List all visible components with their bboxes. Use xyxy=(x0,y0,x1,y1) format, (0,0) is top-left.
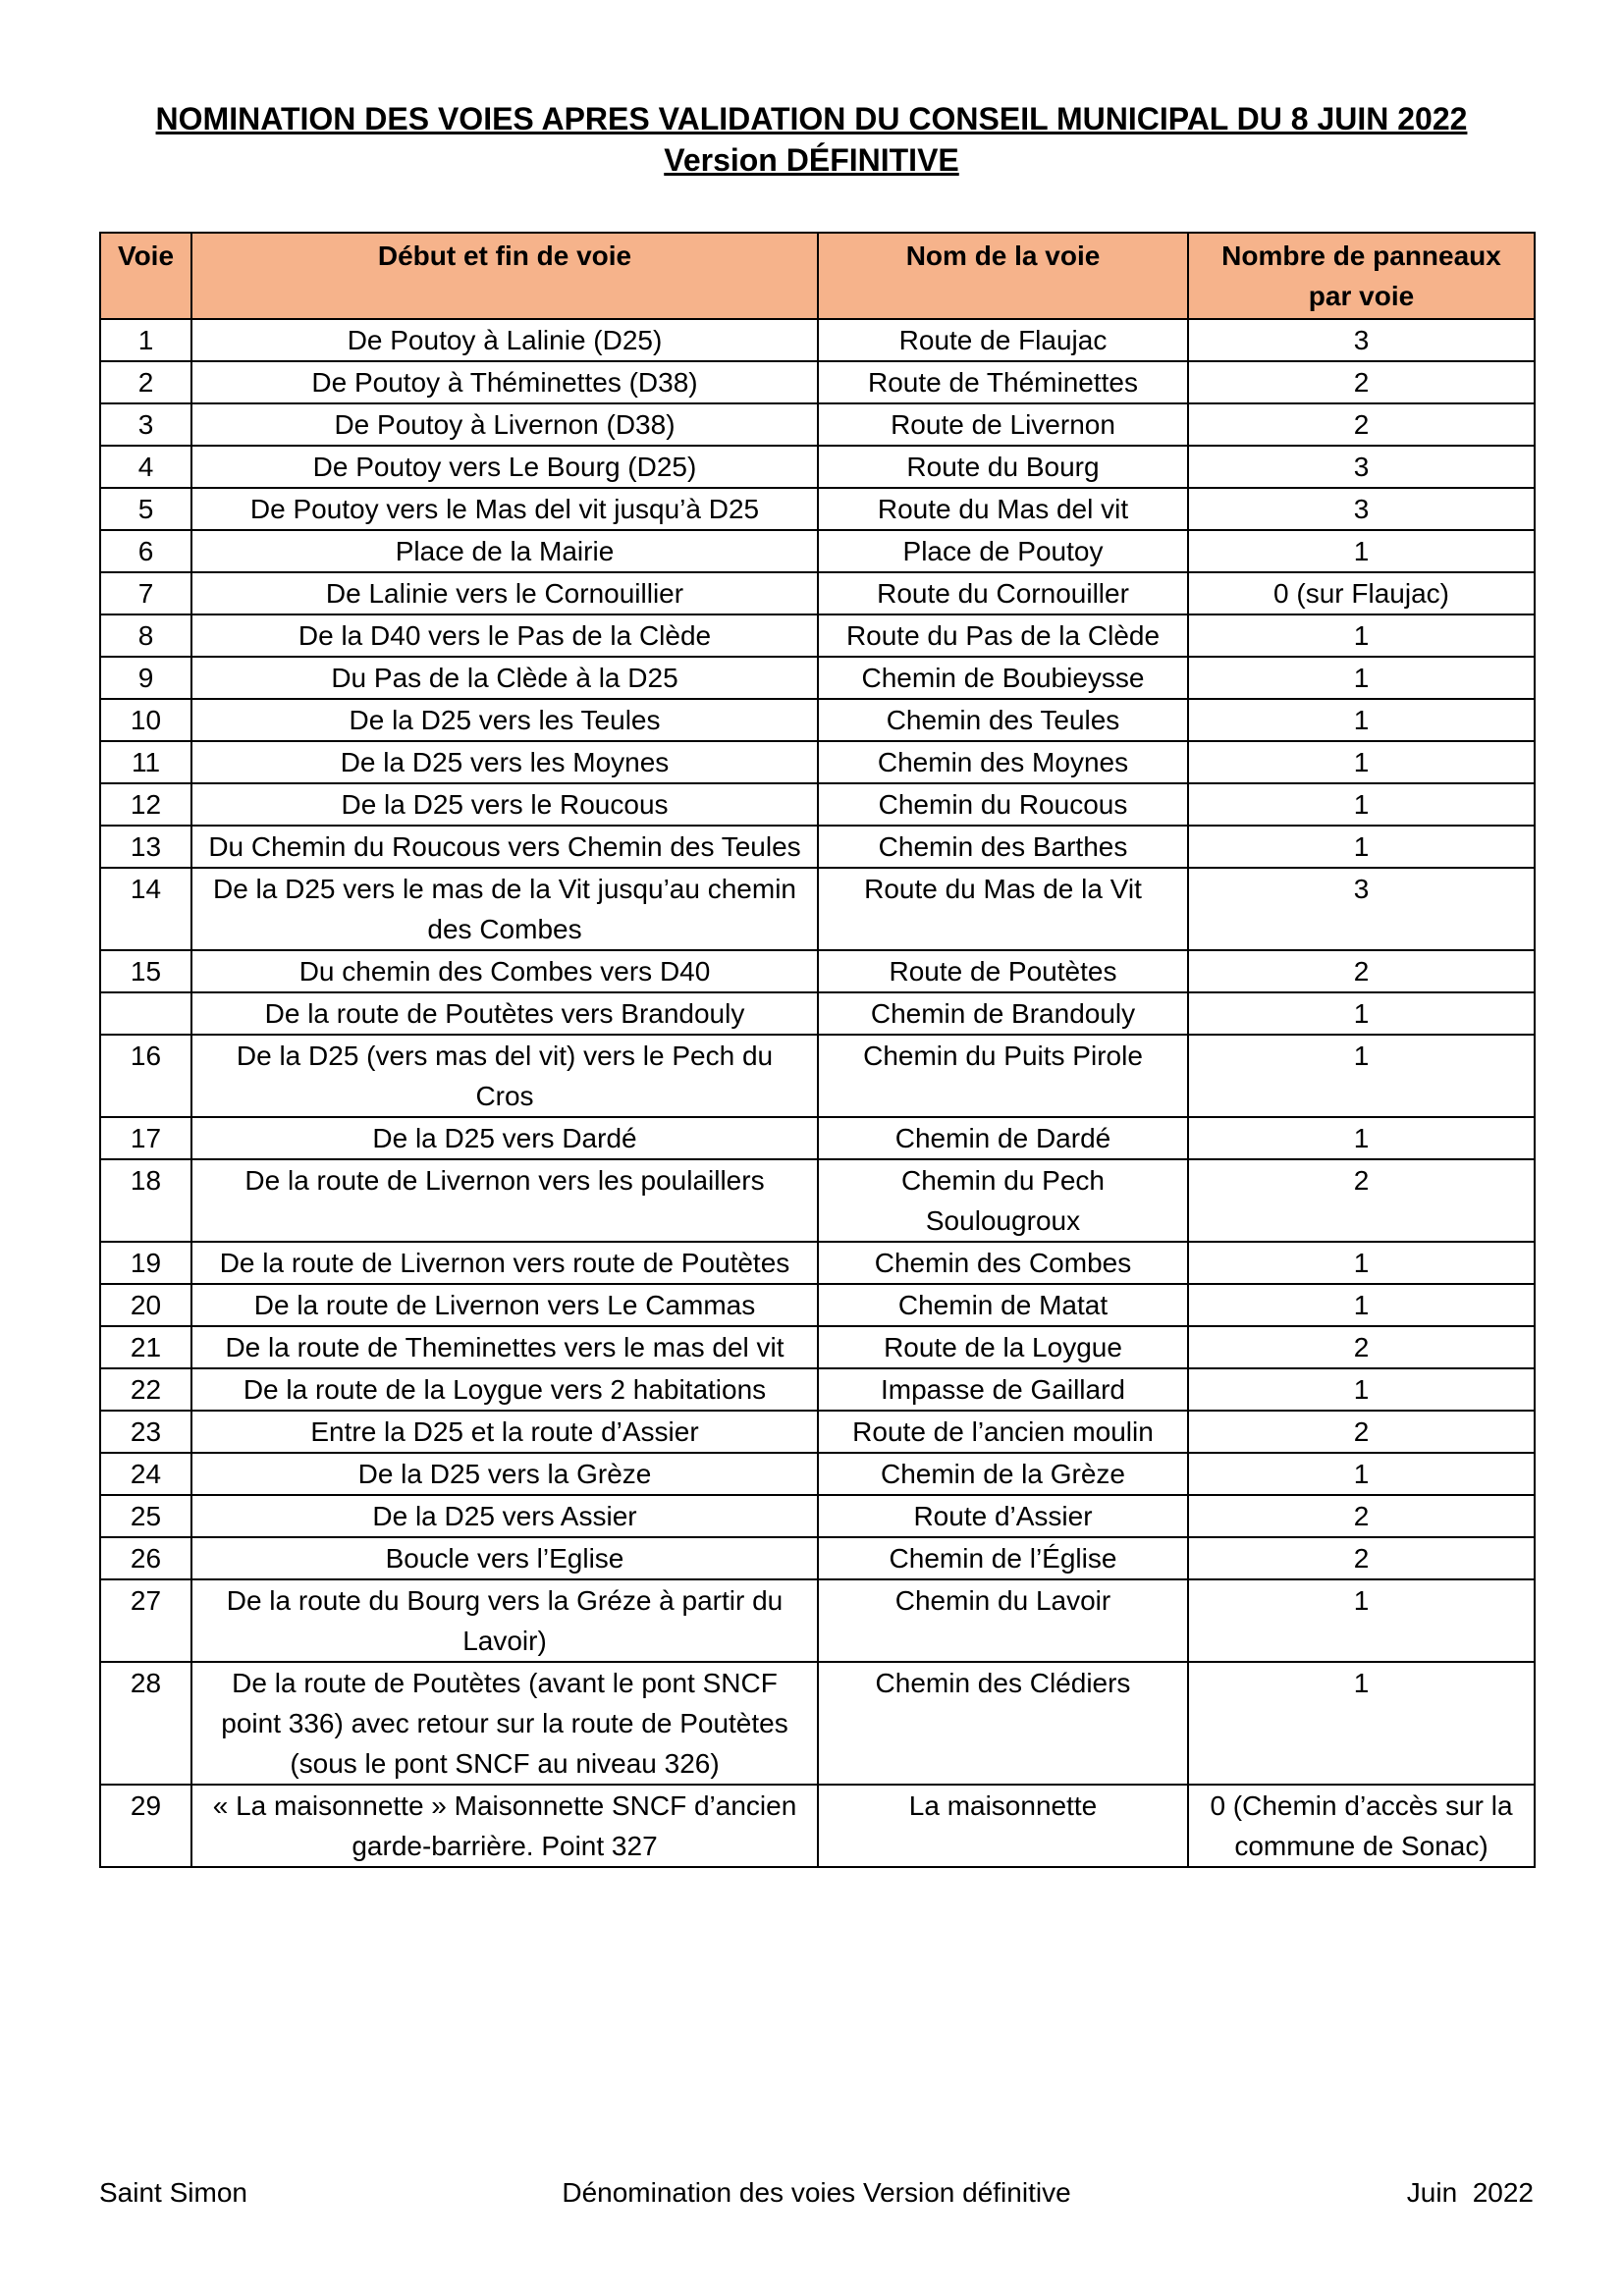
cell-panneaux: 2 xyxy=(1188,1159,1535,1242)
cell-debut-fin: De la route de Livernon vers Le Cammas xyxy=(191,1284,818,1326)
cell-panneaux: 3 xyxy=(1188,868,1535,950)
cell-debut-fin: De la D40 vers le Pas de la Clède xyxy=(191,614,818,657)
cell-debut-fin: De Poutoy à Livernon (D38) xyxy=(191,403,818,446)
cell-voie xyxy=(100,992,191,1035)
table-row xyxy=(100,403,1535,446)
cell-panneaux: 2 xyxy=(1188,1326,1535,1368)
cell-debut-fin: Boucle vers l’Eglise xyxy=(191,1537,818,1579)
cell-nom: Chemin de Boubieysse xyxy=(818,657,1188,699)
cell-voie: 14 xyxy=(100,868,191,950)
cell-panneaux: 1 xyxy=(1188,783,1535,826)
table-row xyxy=(100,1035,1535,1117)
cell-nom: Chemin de l’Église xyxy=(818,1537,1188,1579)
cell-voie: 2 xyxy=(100,361,191,403)
header-panneaux: Nombre de panneaux par voie xyxy=(1188,233,1535,319)
cell-nom: Chemin des Combes xyxy=(818,1242,1188,1284)
cell-panneaux: 3 xyxy=(1188,446,1535,488)
cell-voie: 28 xyxy=(100,1662,191,1785)
cell-debut-fin: De la D25 (vers mas del vit) vers le Pech du Cros xyxy=(191,1035,818,1117)
cell-debut-fin: De la D25 vers le mas de la Vit jusqu’au chemin des Combes xyxy=(191,868,818,950)
table-row xyxy=(100,1785,1535,1867)
cell-debut-fin: De la D25 vers le Roucous xyxy=(191,783,818,826)
table-header-row xyxy=(100,233,1535,319)
cell-debut-fin: De la D25 vers Dardé xyxy=(191,1117,818,1159)
cell-panneaux: 3 xyxy=(1188,319,1535,361)
table-row xyxy=(100,1453,1535,1495)
cell-voie: 4 xyxy=(100,446,191,488)
cell-nom: Route du Bourg xyxy=(818,446,1188,488)
footer-center: Dénomination des voies Version définitive xyxy=(562,2177,1071,2208)
table-row xyxy=(100,657,1535,699)
cell-nom: Chemin du Pech Soulougroux xyxy=(818,1159,1188,1242)
cell-debut-fin: De la D25 vers les Moynes xyxy=(191,741,818,783)
table-row xyxy=(100,446,1535,488)
cell-debut-fin: De la D25 vers la Grèze xyxy=(191,1453,818,1495)
cell-nom: Chemin des Teules xyxy=(818,699,1188,741)
table-row xyxy=(100,361,1535,403)
table-row xyxy=(100,992,1535,1035)
cell-nom: La maisonnette xyxy=(818,1785,1188,1867)
cell-nom: Route de l’ancien moulin xyxy=(818,1411,1188,1453)
cell-nom: Chemin des Moynes xyxy=(818,741,1188,783)
table-row xyxy=(100,530,1535,572)
cell-nom: Route du Mas del vit xyxy=(818,488,1188,530)
table-row xyxy=(100,741,1535,783)
header-voie: Voie xyxy=(100,233,191,319)
cell-debut-fin: Place de la Mairie xyxy=(191,530,818,572)
cell-panneaux: 0 (sur Flaujac) xyxy=(1188,572,1535,614)
cell-panneaux: 1 xyxy=(1188,530,1535,572)
table-row xyxy=(100,826,1535,868)
cell-voie: 10 xyxy=(100,699,191,741)
cell-nom: Chemin de Brandouly xyxy=(818,992,1188,1035)
cell-debut-fin: De la route de la Loygue vers 2 habitations xyxy=(191,1368,818,1411)
cell-voie: 17 xyxy=(100,1117,191,1159)
cell-voie: 18 xyxy=(100,1159,191,1242)
footer-right: Juin 2022 xyxy=(1406,2177,1534,2208)
table-row xyxy=(100,572,1535,614)
cell-nom: Route de Théminettes xyxy=(818,361,1188,403)
cell-voie: 1 xyxy=(100,319,191,361)
cell-nom: Route de Poutètes xyxy=(818,950,1188,992)
cell-nom: Route de la Loygue xyxy=(818,1326,1188,1368)
cell-panneaux: 1 xyxy=(1188,826,1535,868)
cell-debut-fin: De la route de Poutètes vers Brandouly xyxy=(191,992,818,1035)
cell-panneaux: 1 xyxy=(1188,657,1535,699)
cell-voie: 26 xyxy=(100,1537,191,1579)
cell-panneaux: 2 xyxy=(1188,403,1535,446)
cell-voie: 8 xyxy=(100,614,191,657)
cell-debut-fin: De Poutoy à Lalinie (D25) xyxy=(191,319,818,361)
cell-voie: 20 xyxy=(100,1284,191,1326)
cell-debut-fin: Du Pas de la Clède à la D25 xyxy=(191,657,818,699)
table-row xyxy=(100,868,1535,950)
table-row xyxy=(100,319,1535,361)
cell-debut-fin: De la route de Poutètes (avant le pont SNCF point 336) avec retour sur la route de Poutètes (sous le pont SNCF au niveau 326) xyxy=(191,1662,818,1785)
voies-table xyxy=(99,232,1536,1868)
cell-debut-fin: De la D25 vers Assier xyxy=(191,1495,818,1537)
document-title xyxy=(0,98,1623,181)
table-row xyxy=(100,950,1535,992)
table-row xyxy=(100,1579,1535,1662)
cell-debut-fin: De la route de Theminettes vers le mas del vit xyxy=(191,1326,818,1368)
cell-panneaux: 2 xyxy=(1188,361,1535,403)
table-row xyxy=(100,614,1535,657)
table-row xyxy=(100,1662,1535,1785)
cell-nom: Route de Livernon xyxy=(818,403,1188,446)
cell-nom: Place de Poutoy xyxy=(818,530,1188,572)
cell-panneaux: 2 xyxy=(1188,950,1535,992)
cell-panneaux: 1 xyxy=(1188,1453,1535,1495)
cell-voie: 7 xyxy=(100,572,191,614)
table-row xyxy=(100,1117,1535,1159)
cell-panneaux: 1 xyxy=(1188,699,1535,741)
cell-voie: 15 xyxy=(100,950,191,992)
cell-voie: 3 xyxy=(100,403,191,446)
cell-voie: 11 xyxy=(100,741,191,783)
cell-debut-fin: De Lalinie vers le Cornouillier xyxy=(191,572,818,614)
cell-panneaux: 2 xyxy=(1188,1411,1535,1453)
cell-nom: Chemin des Clédiers xyxy=(818,1662,1188,1785)
cell-nom: Impasse de Gaillard xyxy=(818,1368,1188,1411)
table-row xyxy=(100,783,1535,826)
cell-voie: 12 xyxy=(100,783,191,826)
cell-voie: 19 xyxy=(100,1242,191,1284)
cell-voie: 9 xyxy=(100,657,191,699)
table-row xyxy=(100,1537,1535,1579)
cell-panneaux: 1 xyxy=(1188,614,1535,657)
cell-voie: 22 xyxy=(100,1368,191,1411)
cell-panneaux: 1 xyxy=(1188,1368,1535,1411)
footer-left: Saint Simon xyxy=(99,2177,247,2208)
cell-nom: Chemin du Lavoir xyxy=(818,1579,1188,1662)
table-row xyxy=(100,1284,1535,1326)
cell-nom: Route d’Assier xyxy=(818,1495,1188,1537)
cell-nom: Route du Mas de la Vit xyxy=(818,868,1188,950)
table-row xyxy=(100,1368,1535,1411)
table-row xyxy=(100,488,1535,530)
cell-debut-fin: De la route du Bourg vers la Gréze à partir du Lavoir) xyxy=(191,1579,818,1662)
cell-nom: Route du Cornouiller xyxy=(818,572,1188,614)
table-row xyxy=(100,1326,1535,1368)
cell-debut-fin: De Poutoy à Théminettes (D38) xyxy=(191,361,818,403)
title-line-1: NOMINATION DES VOIES APRES VALIDATION DU CONSEIL MUNICIPAL DU 8 JUIN 2022 xyxy=(155,101,1468,136)
cell-debut-fin: Entre la D25 et la route d’Assier xyxy=(191,1411,818,1453)
cell-voie: 27 xyxy=(100,1579,191,1662)
cell-nom: Chemin de Matat xyxy=(818,1284,1188,1326)
cell-panneaux: 3 xyxy=(1188,488,1535,530)
cell-nom: Route du Pas de la Clède xyxy=(818,614,1188,657)
title-line-2: Version DÉFINITIVE xyxy=(664,142,959,178)
cell-debut-fin: De Poutoy vers le Mas del vit jusqu’à D25 xyxy=(191,488,818,530)
cell-voie: 13 xyxy=(100,826,191,868)
cell-nom: Chemin de Dardé xyxy=(818,1117,1188,1159)
header-nom: Nom de la voie xyxy=(818,233,1188,319)
cell-panneaux: 1 xyxy=(1188,741,1535,783)
cell-debut-fin: Du chemin des Combes vers D40 xyxy=(191,950,818,992)
table-body xyxy=(100,319,1535,1867)
cell-debut-fin: De la D25 vers les Teules xyxy=(191,699,818,741)
cell-panneaux: 1 xyxy=(1188,1035,1535,1117)
table-row xyxy=(100,699,1535,741)
table-row xyxy=(100,1495,1535,1537)
page-footer xyxy=(99,2171,1534,2215)
cell-panneaux: 2 xyxy=(1188,1495,1535,1537)
table-row xyxy=(100,1411,1535,1453)
cell-nom: Route de Flaujac xyxy=(818,319,1188,361)
cell-nom: Chemin de la Grèze xyxy=(818,1453,1188,1495)
cell-debut-fin: « La maisonnette » Maisonnette SNCF d’ancien garde-barrière. Point 327 xyxy=(191,1785,818,1867)
cell-debut-fin: Du Chemin du Roucous vers Chemin des Teules xyxy=(191,826,818,868)
cell-panneaux: 1 xyxy=(1188,1284,1535,1326)
cell-panneaux: 1 xyxy=(1188,1662,1535,1785)
cell-panneaux: 1 xyxy=(1188,1242,1535,1284)
cell-nom: Chemin du Roucous xyxy=(818,783,1188,826)
header-debut-fin: Début et fin de voie xyxy=(191,233,818,319)
cell-voie: 6 xyxy=(100,530,191,572)
cell-debut-fin: De la route de Livernon vers route de Poutètes xyxy=(191,1242,818,1284)
cell-panneaux: 1 xyxy=(1188,1117,1535,1159)
cell-voie: 23 xyxy=(100,1411,191,1453)
cell-voie: 29 xyxy=(100,1785,191,1867)
cell-panneaux: 0 (Chemin d’accès sur la commune de Sonac) xyxy=(1188,1785,1535,1867)
cell-voie: 21 xyxy=(100,1326,191,1368)
cell-debut-fin: De la route de Livernon vers les poulaillers xyxy=(191,1159,818,1242)
cell-voie: 5 xyxy=(100,488,191,530)
cell-panneaux: 1 xyxy=(1188,1579,1535,1662)
cell-panneaux: 1 xyxy=(1188,992,1535,1035)
cell-voie: 25 xyxy=(100,1495,191,1537)
table-row xyxy=(100,1159,1535,1242)
cell-nom: Chemin du Puits Pirole xyxy=(818,1035,1188,1117)
cell-voie: 24 xyxy=(100,1453,191,1495)
cell-debut-fin: De Poutoy vers Le Bourg (D25) xyxy=(191,446,818,488)
cell-voie: 16 xyxy=(100,1035,191,1117)
cell-panneaux: 2 xyxy=(1188,1537,1535,1579)
cell-nom: Chemin des Barthes xyxy=(818,826,1188,868)
table-row xyxy=(100,1242,1535,1284)
